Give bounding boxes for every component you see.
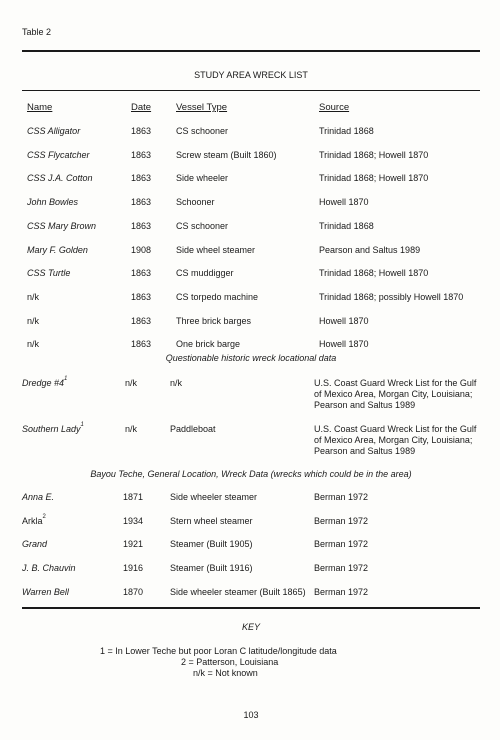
cell-vessel-type: Schooner [176, 197, 215, 208]
cell-name: John Bowles [27, 197, 79, 208]
footnote-marker: 1 [64, 376, 68, 382]
cell-source: Berman 1972 [314, 563, 369, 574]
header-date: Date [131, 102, 152, 113]
cell-date: 1863 [131, 197, 152, 208]
cell-date: 1916 [123, 563, 144, 574]
cell-vessel-type: Side wheeler steamer [170, 492, 258, 502]
cell-name: Anna E. [22, 492, 55, 502]
cell-source: Howell 1870 [319, 339, 369, 350]
key-item-3: n/k = Not known [193, 668, 258, 678]
cell-name: Southern Lady$^1$ [22, 422, 84, 434]
title-rule [22, 90, 480, 91]
cell-name: Warren Bell [22, 586, 69, 597]
cell-name: J. B. Chauvin [22, 563, 76, 574]
cell-source: Berman 1972 [314, 586, 369, 597]
key-item-1: 1 = In Lower Teche but poor Loran C latitude/longitude data [100, 646, 337, 656]
header-vessel-type: Vessel Type [176, 102, 228, 113]
cell-source: Berman 1972 [314, 539, 369, 550]
cell-vessel-type: CS torpedo machine [176, 291, 259, 302]
section2-heading: Questionable historic wreck locational data [165, 353, 337, 363]
cell-vessel-type: Three brick barges [176, 315, 252, 326]
cell-date: 1863 [131, 126, 152, 136]
page-number: 103 [243, 710, 259, 720]
cell-name: CSS Flycatcher [27, 149, 90, 160]
cell-date: 1871 [123, 492, 144, 502]
cell-vessel-type: Paddleboat [170, 424, 216, 434]
cell-name: CSS Alligator [27, 126, 81, 136]
cell-source: Berman 1972 [314, 492, 369, 502]
cell-name: n/k [27, 315, 40, 326]
cell-source: Trinidad 1868; Howell 1870 [319, 149, 429, 160]
header-name: Name [27, 102, 53, 113]
cell-date: 1863 [131, 220, 152, 231]
cell-date: 1863 [131, 173, 152, 184]
cell-date: 1934 [123, 515, 144, 526]
cell-name: CSS Turtle [27, 268, 71, 279]
cell-vessel-type: Side wheel steamer [176, 244, 256, 255]
cell-name: Arkla$^2$ [22, 513, 46, 526]
header-source: Source [319, 102, 350, 113]
cell-vessel-type: Side wheeler [176, 173, 229, 184]
cell-vessel-type: Side wheeler steamer (Built 1865) [170, 586, 306, 597]
cell-date: n/k [125, 378, 138, 388]
cell-vessel-type: Screw steam (Built 1860) [176, 149, 277, 160]
cell-source: Trinidad 1868; Howell 1870 [319, 268, 429, 279]
cell-source: Howell 1870 [319, 315, 369, 326]
footnote-marker: 2 [42, 513, 46, 520]
cell-source: Trinidad 1868 [319, 126, 374, 136]
cell-source: Trinidad 1868; Howell 1870 [319, 173, 429, 184]
cell-name: Dredge $\#4^1$ [22, 376, 68, 388]
cell-date: 1863 [131, 291, 152, 302]
cell-vessel-type: CS schooner [176, 126, 229, 136]
cell-vessel-type: CS schooner [176, 220, 229, 231]
cell-name: CSS Mary Brown [27, 220, 97, 231]
table-label: Table 2 [22, 27, 52, 37]
cell-source: Pearson and Saltus 1989 [319, 244, 421, 255]
cell-date: 1870 [123, 586, 144, 597]
cell-name: n/k [27, 339, 40, 350]
cell-source: Berman 1972 [314, 515, 369, 526]
cell-date: 1908 [131, 244, 152, 255]
cell-source: Howell 1870 [319, 197, 369, 208]
cell-vessel-type: n/k [170, 378, 183, 388]
table-title: STUDY AREA WRECK LIST [194, 70, 308, 80]
cell-vessel-type: Steamer (Built 1905) [170, 539, 253, 550]
cell-date: 1863 [131, 149, 152, 160]
top-rule [22, 50, 480, 52]
cell-name: Mary F. Golden [27, 244, 88, 255]
cell-date: 1863 [131, 339, 152, 350]
cell-date: 1921 [123, 539, 144, 550]
cell-source: U.S. Coast Guard Wreck List for the Gulf of Mexico Area, Morgan City, Louisiana; Pearson and Saltus 1989 [314, 378, 477, 410]
cell-vessel-type: Steamer (Built 1916) [170, 563, 253, 574]
cell-vessel-type: Stern wheel steamer [170, 515, 253, 526]
cell-date: 1863 [131, 315, 152, 326]
cell-name: Grand [22, 539, 48, 550]
cell-source: U.S. Coast Guard Wreck List for the Gulf of Mexico Area, Morgan City, Louisiana; Pearson and Saltus 1989 [314, 424, 477, 456]
cell-source: Trinidad 1868; possibly Howell 1870 [319, 291, 464, 302]
key-item-2: 2 = Patterson, Louisiana [181, 657, 279, 667]
cell-vessel-type: CS muddigger [176, 268, 234, 279]
section3-heading: Bayou Teche, General Location, Wreck Data (wrecks which could be in the area) [90, 469, 412, 479]
cell-date: 1863 [131, 268, 152, 279]
cell-date: n/k [125, 424, 138, 434]
cell-name: CSS J.A. Cotton [27, 173, 93, 184]
cell-name: n/k [27, 291, 40, 302]
cell-source: Trinidad 1868 [319, 220, 374, 231]
cell-vessel-type: One brick barge [176, 339, 241, 350]
key-rule [22, 607, 480, 609]
footnote-marker: 1 [80, 422, 84, 428]
key-title: KEY [241, 622, 260, 632]
